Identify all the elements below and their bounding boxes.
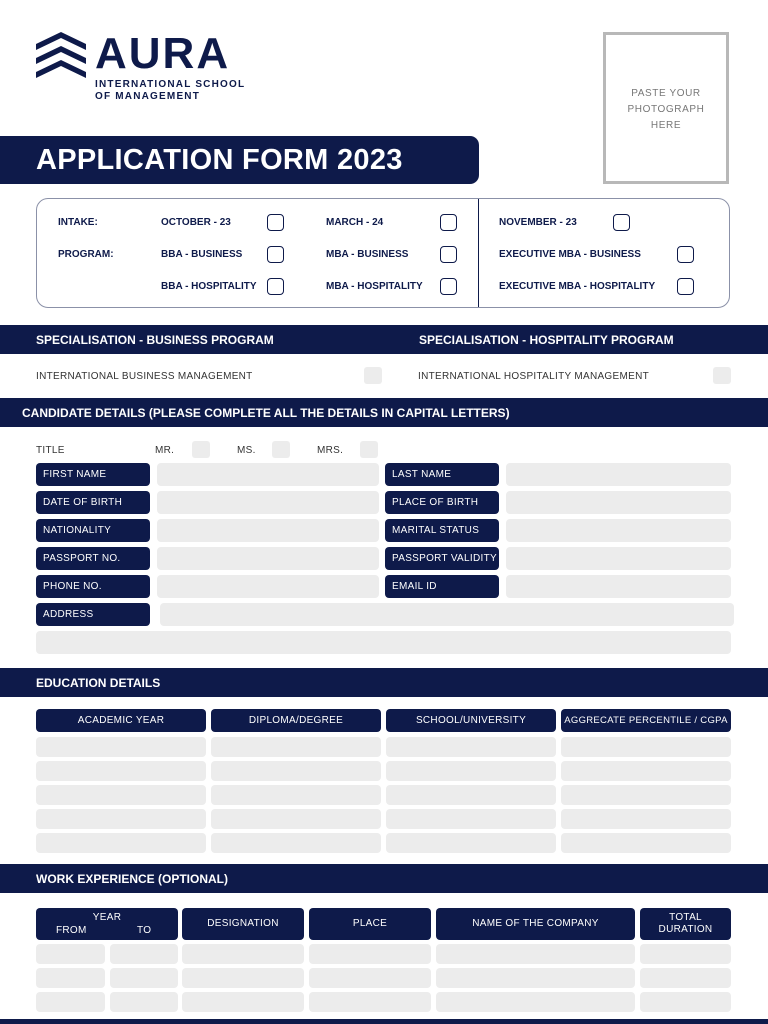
work-cell[interactable] — [309, 968, 431, 988]
work-cell[interactable] — [110, 968, 178, 988]
pob-field[interactable] — [506, 491, 731, 514]
passport-validity-label: PASSPORT VALIDITY — [385, 547, 499, 570]
candidate-heading: CANDIDATE DETAILS (PLEASE COMPLETE ALL THE DETAILS IN CAPITAL LETTERS) — [22, 406, 510, 420]
program-emba-business-label: EXECUTIVE MBA - BUSINESS — [499, 249, 641, 260]
program-bba-hospitality-checkbox[interactable] — [267, 278, 284, 295]
education-cell[interactable] — [561, 737, 731, 757]
work-col-total-line-1: TOTAL — [669, 912, 702, 923]
title-label: TITLE — [36, 445, 65, 456]
logo-subtitle-line-1: INTERNATIONAL SCHOOL — [95, 79, 246, 90]
photo-instructions — [603, 86, 729, 134]
passport-validity-field[interactable] — [506, 547, 731, 570]
work-col-total — [640, 908, 731, 940]
work-cell[interactable] — [309, 944, 431, 964]
education-cell[interactable] — [386, 809, 556, 829]
specialisation-business-checkbox[interactable] — [364, 367, 382, 384]
program-mba-hospitality-label: MBA - HOSPITALITY — [326, 281, 423, 292]
education-cell[interactable] — [36, 761, 206, 781]
title-ms-label: MS. — [237, 445, 256, 456]
intake-label: INTAKE: — [58, 217, 98, 228]
program-bba-hospitality-label: BBA - HOSPITALITY — [161, 281, 257, 292]
work-col-place: PLACE — [309, 908, 431, 940]
education-col-aggregate: AGGRECATE PERCENTILE / CGPA — [561, 709, 731, 732]
passport-field[interactable] — [157, 547, 379, 570]
work-col-year — [36, 908, 178, 940]
work-col-total-line-2: DURATION — [658, 924, 713, 935]
specialisation-hospitality-heading: SPECIALISATION - HOSPITALITY PROGRAM — [419, 333, 674, 347]
work-cell[interactable] — [182, 944, 304, 964]
work-cell[interactable] — [309, 992, 431, 1012]
aura-logo-chevrons-icon — [34, 30, 88, 82]
education-cell[interactable] — [36, 737, 206, 757]
education-cell[interactable] — [561, 833, 731, 853]
photo-text-line-1: PASTE YOUR — [631, 88, 701, 99]
work-cell[interactable] — [36, 944, 105, 964]
work-cell[interactable] — [36, 992, 105, 1012]
program-label: PROGRAM: — [58, 249, 114, 260]
intake-nov-checkbox[interactable] — [613, 214, 630, 231]
education-cell[interactable] — [36, 833, 206, 853]
intake-mar-label: MARCH - 24 — [326, 217, 384, 228]
marital-status-field[interactable] — [506, 519, 731, 542]
phone-label: PHONE NO. — [36, 575, 150, 598]
work-cell[interactable] — [640, 992, 731, 1012]
education-cell[interactable] — [561, 809, 731, 829]
work-col-from-label: FROM — [56, 925, 87, 936]
program-bba-business-label: BBA - BUSINESS — [161, 249, 243, 260]
program-mba-hospitality-checkbox[interactable] — [440, 278, 457, 295]
intake-nov-label: NOVEMBER - 23 — [499, 217, 577, 228]
work-cell[interactable] — [436, 992, 635, 1012]
photo-text-line-3: HERE — [650, 120, 682, 131]
education-cell[interactable] — [211, 833, 381, 853]
intake-oct-checkbox[interactable] — [267, 214, 284, 231]
work-col-year-label: YEAR — [92, 912, 122, 923]
education-cell[interactable] — [211, 809, 381, 829]
specialisation-business-heading: SPECIALISATION - BUSINESS PROGRAM — [36, 333, 274, 347]
program-emba-business-checkbox[interactable] — [677, 246, 694, 263]
program-mba-business-label: MBA - BUSINESS — [326, 249, 409, 260]
specialisation-hospitality-checkbox[interactable] — [713, 367, 731, 384]
work-col-company: NAME OF THE COMPANY — [436, 908, 635, 940]
title-mrs-label: MRS. — [317, 445, 344, 456]
first-name-field[interactable] — [157, 463, 379, 486]
page-title: APPLICATION FORM 2023 — [36, 144, 403, 176]
work-heading: WORK EXPERIENCE (OPTIONAL) — [36, 872, 229, 886]
passport-label: PASSPORT NO. — [36, 547, 150, 570]
education-cell[interactable] — [561, 761, 731, 781]
specialisation-business-option: INTERNATIONAL BUSINESS MANAGEMENT — [36, 371, 253, 382]
title-mr-checkbox[interactable] — [192, 441, 210, 458]
first-name-label: FIRST NAME — [36, 463, 150, 486]
logo-subtitle-line-2: OF MANAGEMENT — [95, 91, 201, 102]
intake-oct-label: OCTOBER - 23 — [161, 217, 231, 228]
program-emba-hospitality-label: EXECUTIVE MBA - HOSPITALITY — [499, 281, 656, 292]
education-cell[interactable] — [386, 761, 556, 781]
work-cell[interactable] — [436, 944, 635, 964]
work-cell[interactable] — [110, 944, 178, 964]
dob-field[interactable] — [157, 491, 379, 514]
education-col-year: ACADEMIC YEAR — [36, 709, 206, 732]
work-cell[interactable] — [36, 968, 105, 988]
title-mrs-checkbox[interactable] — [360, 441, 378, 458]
address-label: ADDRESS — [36, 603, 150, 626]
program-bba-business-checkbox[interactable] — [267, 246, 284, 263]
intake-divider — [478, 199, 479, 307]
last-name-field[interactable] — [506, 463, 731, 486]
work-cell[interactable] — [640, 968, 731, 988]
work-cell[interactable] — [182, 992, 304, 1012]
work-cell[interactable] — [182, 968, 304, 988]
photo-text-line-2: PHOTOGRAPH — [627, 104, 705, 115]
education-cell[interactable] — [386, 833, 556, 853]
phone-field[interactable] — [157, 575, 379, 598]
logo-subtitle — [95, 79, 245, 103]
education-cell[interactable] — [211, 737, 381, 757]
title-mr-label: MR. — [155, 445, 175, 456]
education-cell[interactable] — [36, 785, 206, 805]
education-col-school: SCHOOL/UNIVERSITY — [386, 709, 556, 732]
nationality-label: NATIONALITY — [36, 519, 150, 542]
email-field[interactable] — [506, 575, 731, 598]
nationality-field[interactable] — [157, 519, 379, 542]
intake-mar-checkbox[interactable] — [440, 214, 457, 231]
pob-label: PLACE OF BIRTH — [385, 491, 499, 514]
specialisation-hospitality-option: INTERNATIONAL HOSPITALITY MANAGEMENT — [418, 371, 650, 382]
marital-status-label: MARITAL STATUS — [385, 519, 499, 542]
title-ms-checkbox[interactable] — [272, 441, 290, 458]
education-col-degree: DIPLOMA/DEGREE — [211, 709, 381, 732]
logo-wordmark: AURA — [95, 29, 231, 78]
work-col-to-label: TO — [137, 925, 152, 936]
education-cell[interactable] — [211, 761, 381, 781]
program-emba-hospitality-checkbox[interactable] — [677, 278, 694, 295]
work-cell[interactable] — [436, 968, 635, 988]
education-cell[interactable] — [36, 809, 206, 829]
education-cell[interactable] — [386, 737, 556, 757]
education-cell[interactable] — [561, 785, 731, 805]
work-cell[interactable] — [640, 944, 731, 964]
address-field-line-1[interactable] — [160, 603, 734, 626]
email-label: EMAIL ID — [385, 575, 499, 598]
last-name-label: LAST NAME — [385, 463, 499, 486]
education-cell[interactable] — [386, 785, 556, 805]
footer-band — [0, 1019, 768, 1024]
education-cell[interactable] — [211, 785, 381, 805]
address-field-line-2[interactable] — [36, 631, 731, 654]
program-mba-business-checkbox[interactable] — [440, 246, 457, 263]
work-col-designation: DESIGNATION — [182, 908, 304, 940]
work-cell[interactable] — [110, 992, 178, 1012]
dob-label: DATE OF BIRTH — [36, 491, 150, 514]
education-heading: EDUCATION DETAILS — [36, 676, 161, 690]
